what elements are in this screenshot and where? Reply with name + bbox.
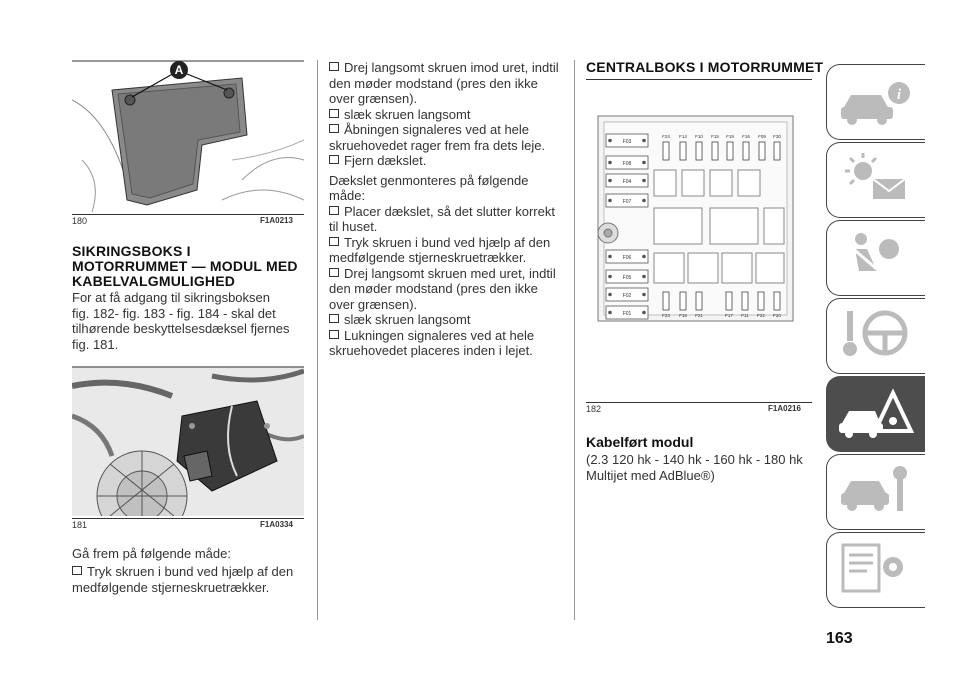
- step-item: [329, 235, 574, 266]
- tab-emergency[interactable]: [826, 376, 925, 452]
- seat-airbag-icon: [837, 227, 917, 287]
- emergency-triangle-car-icon: [837, 383, 917, 443]
- fuse-terminal: [608, 311, 612, 315]
- fuse-label: F09: [758, 134, 766, 139]
- fuse-label: F22: [757, 313, 765, 318]
- fuse-label: F30: [773, 134, 781, 139]
- checkbox-icon: [329, 330, 339, 339]
- fuse-slot: [712, 142, 718, 160]
- fuse-label: F05: [622, 275, 632, 281]
- fuse-label: F06: [622, 255, 632, 261]
- fuse-terminal: [608, 199, 612, 203]
- fuse-label: F15: [711, 134, 719, 139]
- tab-lights-warnings[interactable]: [826, 142, 925, 218]
- subheading-note: [586, 452, 826, 483]
- fuse-slot: [680, 142, 686, 160]
- section-heading-fusebox: [72, 244, 312, 289]
- figure-180-number: 180: [72, 216, 88, 226]
- intro-line: For at få adgang til sikringsboksen: [72, 290, 270, 305]
- fuse-terminal: [642, 255, 646, 259]
- fuse-label: F17: [725, 313, 733, 318]
- fuse-terminal: [608, 275, 612, 279]
- step-text: medfølgende stjerneskruetrækker.: [329, 250, 527, 265]
- fuse-label: F11: [741, 313, 749, 318]
- step-item: [329, 122, 574, 153]
- page-number: 163: [826, 630, 853, 647]
- figure-181-code: F1A0334: [260, 520, 293, 529]
- step-text: Fjern dækslet.: [344, 153, 427, 168]
- checkbox-icon: [329, 124, 339, 133]
- checkbox-icon: [329, 109, 339, 118]
- fuse-terminal: [642, 293, 646, 297]
- step-text: Drej langsomt skruen med uret, indtil: [344, 265, 556, 281]
- fuse-label: F08: [622, 161, 632, 167]
- step-item: [329, 153, 574, 169]
- remount-line: Dækslet genmonteres på følgende: [329, 172, 529, 188]
- fuse-terminal: [608, 139, 612, 143]
- car-info-icon: [837, 71, 917, 131]
- figure-181-number: 181: [72, 520, 88, 530]
- fuse-terminal: [608, 293, 612, 297]
- fuse-terminal: [608, 255, 612, 259]
- fuse-slot: [742, 292, 748, 310]
- fuse-slot: [726, 292, 732, 310]
- remount-line: måde:: [329, 188, 366, 203]
- figure-180: [72, 60, 304, 212]
- step-text: Lukningen signaleres ved at hele: [344, 327, 535, 343]
- svg-text:i: i: [896, 87, 902, 103]
- fuse-terminal: [642, 179, 646, 183]
- fuse-slot: [696, 292, 702, 310]
- fuse-label: F02: [622, 293, 632, 299]
- fuse-label: F24: [662, 134, 670, 139]
- note-line: Multijet med AdBlue®): [586, 467, 715, 483]
- fuse-label: F10: [695, 134, 703, 139]
- tab-starting-driving[interactable]: [826, 298, 925, 374]
- checkbox-icon: [329, 237, 339, 246]
- fuse-slot: [759, 142, 765, 160]
- figure-182-number: 182: [586, 404, 602, 414]
- fuse-label: F21: [695, 313, 703, 318]
- tab-maintenance[interactable]: [826, 454, 925, 530]
- step-text: Åbningen signaleres ved at hele: [344, 122, 530, 137]
- fuse-label: F14: [679, 134, 687, 139]
- fuse-slot: [696, 142, 702, 160]
- fuse-terminal: [642, 139, 646, 143]
- fuse-slot: [680, 292, 686, 310]
- step-text: skruehovedet placeres inden i lejet.: [329, 343, 533, 358]
- figure-182-code: F1A0216: [768, 404, 801, 413]
- step-item: [329, 60, 574, 107]
- step-item: [72, 564, 317, 595]
- figure-180-code: F1A0213: [260, 216, 293, 225]
- fuse-terminal: [642, 311, 646, 315]
- fuse-slot: [663, 292, 669, 310]
- fuse-slot: [743, 142, 749, 160]
- step-text: slæk skruen langsomt: [344, 312, 471, 327]
- fuse-terminal: [608, 161, 612, 165]
- intro-line: tilhørende beskyttelsesdæksel fjernes: [72, 321, 290, 336]
- step-item: [329, 328, 574, 359]
- fuse-label: F07: [622, 199, 632, 205]
- fuse-terminal: [642, 275, 646, 279]
- step-text: skruehovedet rager frem fra dets leje.: [329, 137, 546, 153]
- step-item: [329, 266, 574, 313]
- fuse-label: F03: [622, 139, 632, 145]
- step-text: over grænsen).: [329, 91, 418, 106]
- figure-181: [72, 366, 304, 516]
- remount-paragraph: [329, 173, 574, 204]
- callout-a: A: [174, 63, 184, 77]
- steps-intro: Gå frem på følgende måde:: [72, 546, 231, 561]
- fuse-terminal: [642, 199, 646, 203]
- tab-instrument-info[interactable]: [826, 64, 925, 140]
- heading-line-1: SIKRINGSBOKS I: [72, 243, 191, 259]
- step-text: Tryk skruen i bund ved hjælp af den: [87, 564, 294, 579]
- heading-line-3: KABELVALGMULIGHED: [72, 273, 236, 289]
- middle-steps: [329, 60, 574, 359]
- checkbox-icon: [329, 155, 339, 164]
- step-item: [329, 107, 574, 123]
- step-item: [329, 204, 574, 235]
- heading-line-2: MOTORRUMMET — MODUL MED: [72, 258, 298, 274]
- fuse-box-diagram: [586, 108, 812, 398]
- fuse-label: F16: [742, 134, 750, 139]
- step-text: Tryk skruen i bund ved hjælp af den: [344, 234, 551, 250]
- step-text: slæk skruen langsomt: [344, 106, 471, 122]
- car-wrench-icon: [837, 461, 917, 521]
- fuse-slot: [774, 142, 780, 160]
- fuse-terminal: [608, 179, 612, 183]
- fuse-label: F23: [662, 313, 670, 318]
- note-line: (2.3 120 hk - 140 hk - 160 hk - 180 hk: [586, 452, 803, 467]
- fuse-label: F19: [726, 134, 734, 139]
- step-text: over grænsen).: [329, 296, 418, 312]
- checkbox-icon: [329, 314, 339, 323]
- section-heading-central-box: CENTRALBOKS I MOTORRUMMET: [586, 59, 824, 75]
- step-text: Drej langsomt skruen imod uret, indtil: [344, 60, 559, 75]
- checkbox-icon: [72, 566, 82, 575]
- fuse-label: F18: [679, 313, 687, 318]
- step-text: den møder modstand (pres den ikke: [329, 75, 538, 91]
- fuse-label: F20: [773, 313, 781, 318]
- fuse-slot: [774, 292, 780, 310]
- fuse-slot: [727, 142, 733, 160]
- intro-line: fig. 182- fig. 183 - fig. 184 - skal det: [72, 305, 276, 321]
- fuse-terminal: [642, 161, 646, 165]
- fuse-slot: [758, 292, 764, 310]
- checkbox-icon: [329, 62, 339, 71]
- figure-182: [586, 108, 812, 398]
- warning-light-message-icon: [837, 149, 917, 209]
- subheading-wired-module: Kabelført modul: [586, 434, 694, 450]
- intro-paragraph: [72, 290, 312, 352]
- intro-line: fig. 181.: [72, 336, 119, 352]
- tab-safety[interactable]: [826, 220, 925, 296]
- step-text: den møder modstand (pres den ikke: [329, 281, 538, 296]
- document-gear-icon: [837, 539, 917, 599]
- fuse-label: F01: [622, 311, 632, 317]
- step-text: Placer dækslet, så det slutter korrekt: [344, 203, 555, 219]
- fuse-slot: [663, 142, 669, 160]
- checkbox-icon: [329, 206, 339, 215]
- key-steering-wheel-icon: [837, 305, 917, 365]
- step-text: medfølgende stjerneskruetrækker.: [72, 579, 270, 595]
- tab-technical-data[interactable]: [826, 532, 925, 608]
- step-item: [329, 312, 574, 328]
- step-text: til huset.: [329, 219, 378, 234]
- checkbox-icon: [329, 268, 339, 277]
- fuse-label: F04: [622, 179, 632, 185]
